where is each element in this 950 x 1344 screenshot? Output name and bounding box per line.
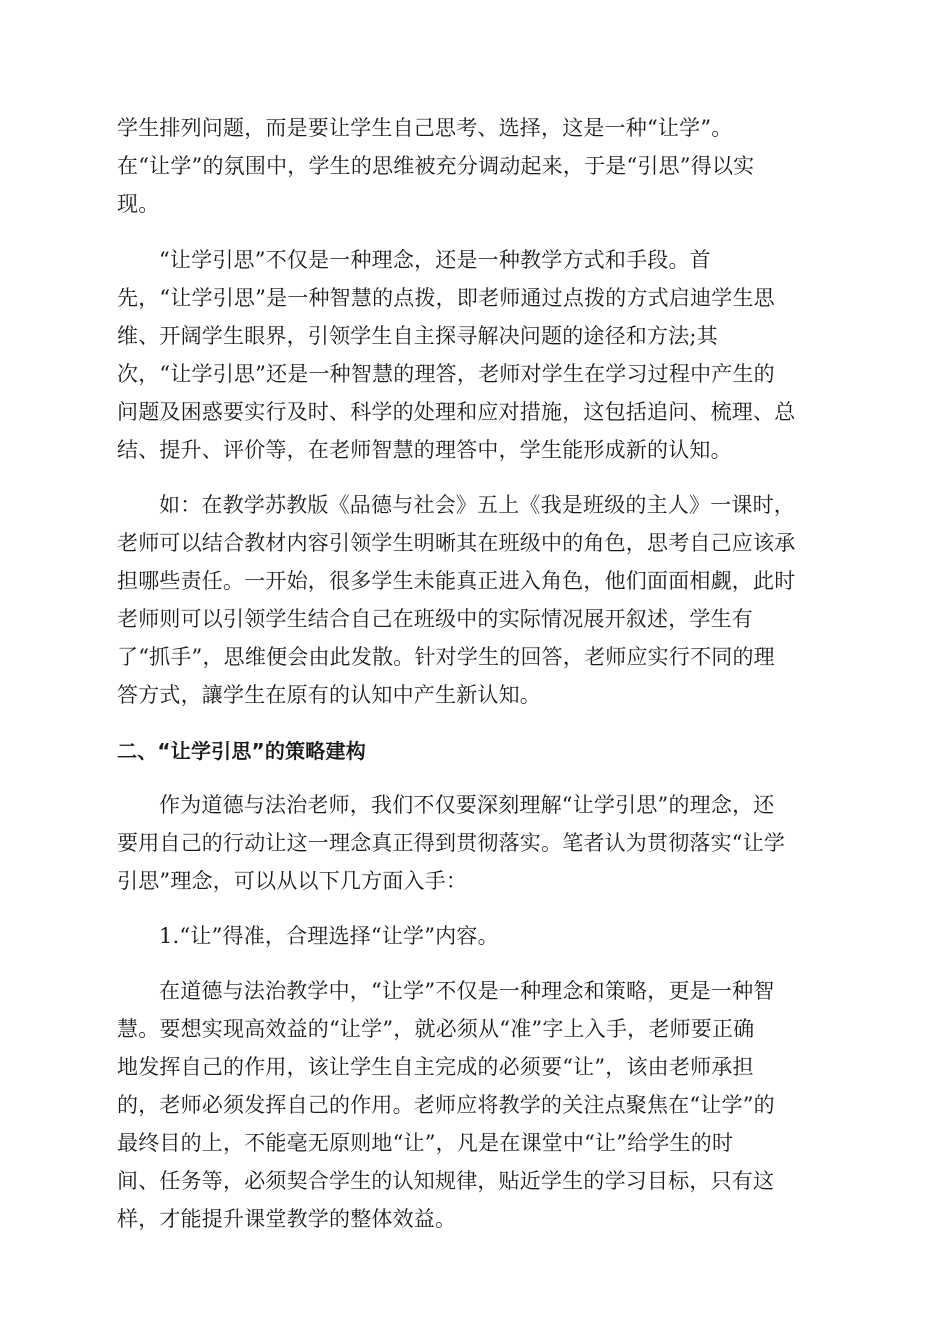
text-line-4: “让学引思”不仅是一种理念，还是一种教学方式和手段。首 — [159, 248, 711, 272]
subsection-heading: 1.“让”得准，合理选择“让学”内容。 — [159, 924, 499, 948]
text-line-22: 慧。要想实现高效益的“让学”，就必须从“准”字上入手，老师要正确 — [117, 1017, 755, 1041]
text-line-15: 答方式，讓学生在原有的认知中产生新认知。 — [117, 683, 541, 707]
text-line-14: 了“抓手”，思维便会由此发散。针对学生的回答，老师应实行不同的理 — [117, 645, 775, 669]
text-line-1: 学生排列问题，而是要让学生自己思考、选择，这是一种“让学”。 — [117, 116, 733, 140]
text-line-26: 间、任务等，必须契合学生的认知规律，贴近学生的学习目标，只有这 — [117, 1169, 775, 1193]
text-line-12: 担哪些责任。一开始，很多学生未能真正进入角色，他们面面相觑，此时 — [117, 569, 796, 593]
text-line-25: 最终目的上，不能毫无原则地“让”，凡是在课堂中“让”给学生的时 — [117, 1131, 734, 1155]
text-line-21: 在道德与法治教学中，“让学”不仅是一种理念和策略，更是一种智 — [159, 979, 775, 1003]
text-line-3: 现。 — [117, 192, 160, 216]
text-line-18: 要用自己的行动让这一理念真正得到贯彻落实。笔者认为贯彻落实“让学 — [117, 831, 786, 855]
text-line-8: 问题及困惑要实行及时、科学的处理和应对措施，这包括追问、梳理、总 — [117, 400, 796, 424]
text-line-27: 样，才能提升课堂教学的整体效益。 — [117, 1207, 457, 1231]
text-line-11: 老师可以结合教材内容引领学生明晰其在班级中的角色，思考自己应该承 — [117, 531, 796, 555]
text-line-5: 先，“让学引思”是一种智慧的点拨，即老师通过点拨的方式启迪学生思 — [117, 286, 775, 310]
section-heading: 二、“让学引思”的策略建构 — [117, 739, 366, 763]
text-line-17: 作为道德与法治老师，我们不仅要深刻理解“让学引思”的理念，还 — [159, 793, 775, 817]
text-line-13: 老师则可以引领学生结合自己在班级中的实际情况展开叙述，学生有 — [117, 607, 753, 631]
text-line-6: 维、开阔学生眼界，引领学生自主探寻解决问题的途径和方法;其 — [117, 324, 718, 348]
text-line-7: 次，“让学引思”还是一种智慧的理答，老师对学生在学习过程中产生的 — [117, 362, 775, 386]
text-line-23: 地发挥自己的作用，该让学生自主完成的必须要“让”，该由老师承担 — [117, 1055, 754, 1079]
text-line-24: 的，老师必须发挥自己的作用。老师应将教学的关注点聚焦在“让学”的 — [117, 1093, 775, 1117]
text-line-2: 在“让学”的氛围中，学生的思维被充分调动起来，于是“引思”得以实 — [117, 154, 755, 178]
text-line-9: 结、提升、评价等，在老师智慧的理答中，学生能形成新的认知。 — [117, 438, 732, 462]
text-line-10: 如：在教学苏教版《品德与社会》五上《我是班级的主人》一课时， — [159, 493, 795, 517]
text-line-19: 引思”理念，可以从以下几方面入手： — [117, 869, 468, 893]
